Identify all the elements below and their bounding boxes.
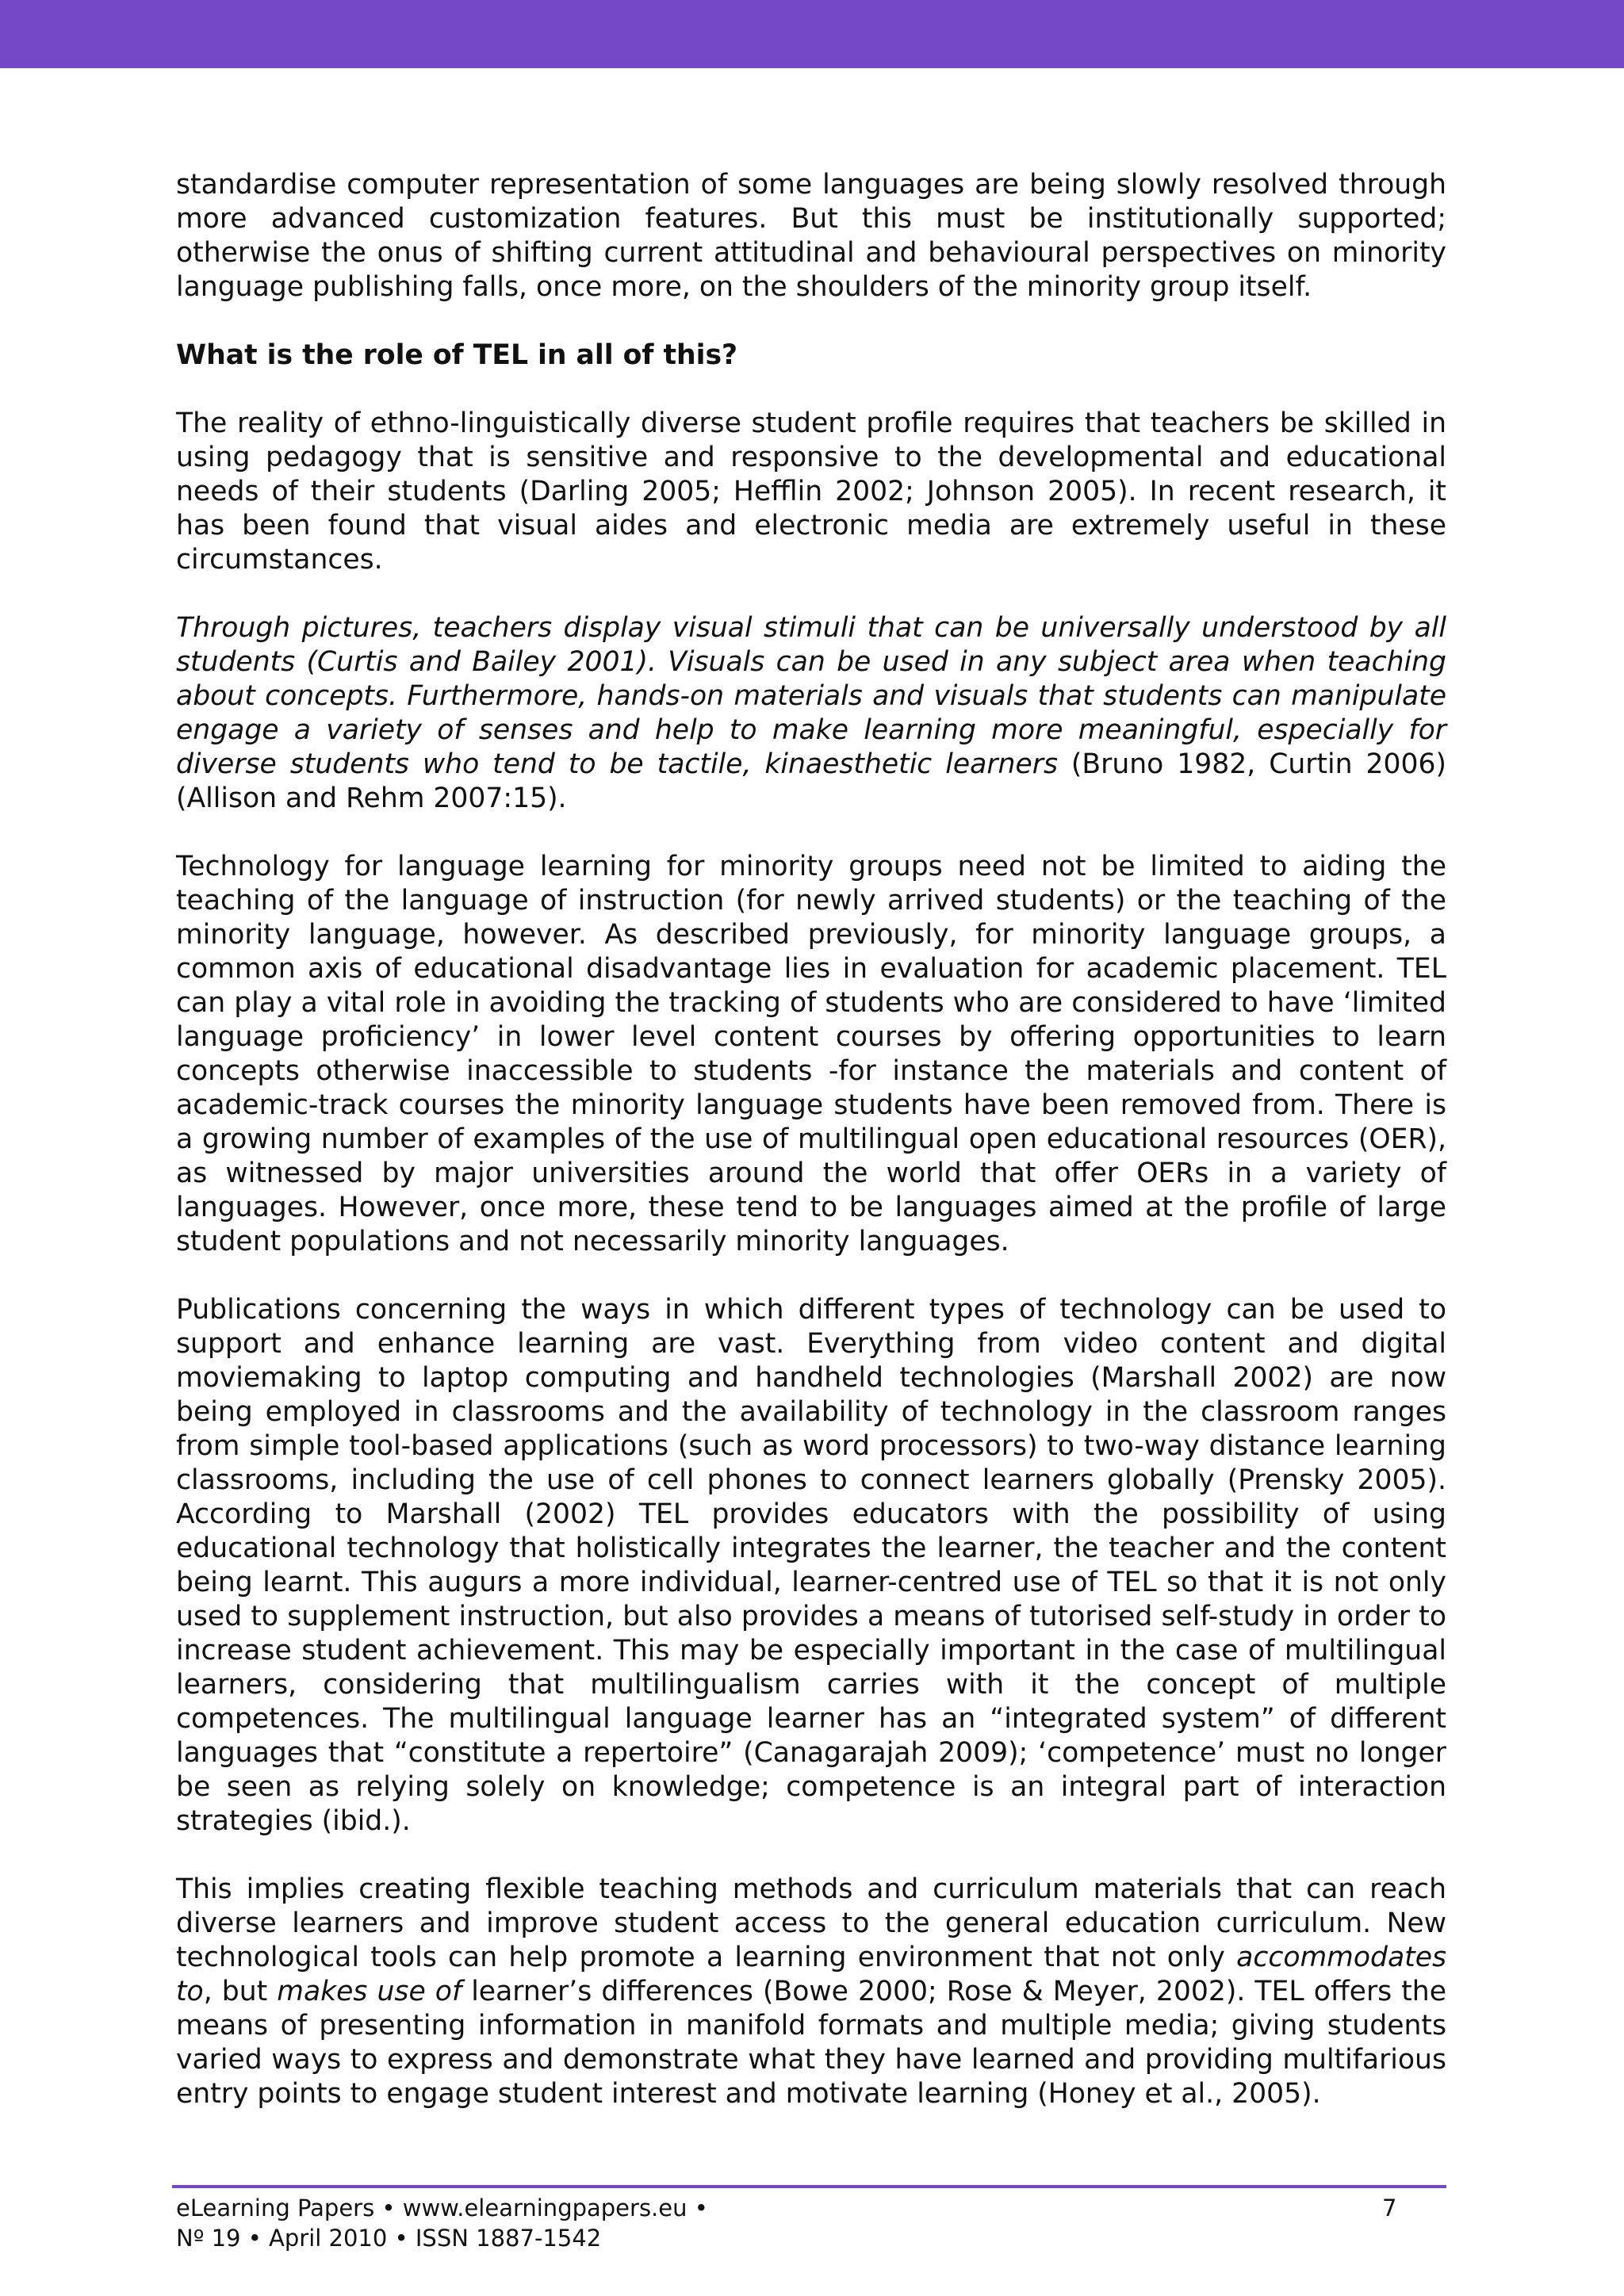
footer-publication-line: eLearning Papers • www.elearningpapers.eu • — [176, 2195, 708, 2221]
block-quote — [176, 611, 1446, 816]
paragraph-5-part-a: This implies creating flexible teaching methods and curriculum materials that can reach diverse learners and improve student access to the general education curriculum. New technological tools can help promote a learning environment that not only — [176, 1873, 1446, 1973]
footer-divider — [172, 2185, 1446, 2188]
quote-italic-text: Through pictures, teachers display visual stimuli that can be universally understood by all students (Curtis and Bailey 2001). Visuals can be used in any subject area when teaching about concepts. Furthermore, hands-on materials and visuals that students can manipulate engage a variety of senses and help to make learning more meaningful, especially for diverse students who tend to be tactile, kinaesthetic learners — [176, 612, 1446, 780]
paragraph-5-emphasis-2: makes use of — [277, 1976, 462, 2007]
page-number: 7 — [1382, 2195, 1397, 2221]
section-heading: What is the role of TEL in all of this? — [176, 339, 738, 371]
paragraph-5 — [176, 1873, 1446, 2111]
paragraph-5-part-c: learner’s differences (Bowe 2000; Rose & Meyer, 2002). TEL offers the means of presenting information in manifold formats and multiple media; giving students varied ways to express and demonstrate what they have learned and providing multifarious entry points to engage student interest and motivate learning (Honey et al., 2005). — [176, 1976, 1446, 2110]
paragraph-1: standardise computer representation of some languages are being slowly resolved through more advanced customization features. But this must be institutionally supported; otherwise the onus of shifting current attitudinal and behavioural perspectives on minority language publishing falls, once more, on the shoulders of the minority group itself. — [176, 169, 1446, 303]
article-body — [176, 168, 1446, 2111]
paragraph-5-emphasis-1: accommodates to — [176, 1942, 1446, 2007]
header-band — [0, 0, 1624, 68]
quote-citation: (Bruno 1982, Curtin 2006) (Allison and Rehm 2007:15). — [176, 748, 1447, 814]
paragraph-3: Technology for language learning for minority groups need not be limited to aiding the teaching of the language of instruction (for newly arrived students) or the teaching of the minority language, however. As described previously, for minority language groups, a common axis of educational disadvantage lies in evaluation for academic placement. TEL can play a vital role in avoiding the tracking of students who are considered to have ‘limited language proficiency’ in lower level content courses by offering opportunities to learn concepts otherwise inaccessible to students -for instance the materials and content of academic-track courses the minority language students have been removed from. There is a growing number of examples of the use of multilingual open educational resources (OER), as witnessed by major universities around the world that offer OERs in a variety of languages. However, once more, these tend to be languages aimed at the profile of large student populations and not necessarily minority languages. — [176, 851, 1446, 1257]
footer — [176, 2193, 708, 2253]
paragraph-4: Publications concerning the ways in which different types of technology can be used to support and enhance learning are vast. Everything from video content and digital moviemaking to laptop computing and handheld technologies (Marshall 2002) are now being employed in classrooms and the availability of technology in the classroom ranges from simple tool-based applications (such as word processors) to two-way distance learning classrooms, including the use of cell phones to connect learners globally (Prensky 2005). According to Marshall (2002) TEL provides educators with the possibility of using educational technology that holistically integrates the learner, the teacher and the content being learnt. This augurs a more individual, learner-centred use of TEL so that it is not only used to supplement instruction, but also provides a means of tutorised self-study in order to increase student achievement. This may be especially important in the case of multilingual learners, considering that multilingualism carries with it the concept of multiple competences. The multilingual language learner has an “integrated system” of different languages that “constitute a repertoire” (Canagarajah 2009); ‘competence’ must no longer be seen as relying solely on knowledge; competence is an integral part of interaction strategies (ibid.). — [176, 1294, 1446, 1837]
paragraph-5-part-b: , but — [203, 1976, 278, 2007]
footer-issue-line: Nº 19 • April 2010 • ISSN 1887-1542 — [176, 2225, 602, 2252]
paragraph-2: The reality of ethno-linguistically diverse student profile requires that teachers be skilled in using pedagogy that is sensitive and responsive to the developmental and educational needs of their students (Darling 2005; Hefflin 2002; Johnson 2005). In recent research, it has been found that visual aides and electronic media are extremely useful in these circumstances. — [176, 408, 1446, 576]
